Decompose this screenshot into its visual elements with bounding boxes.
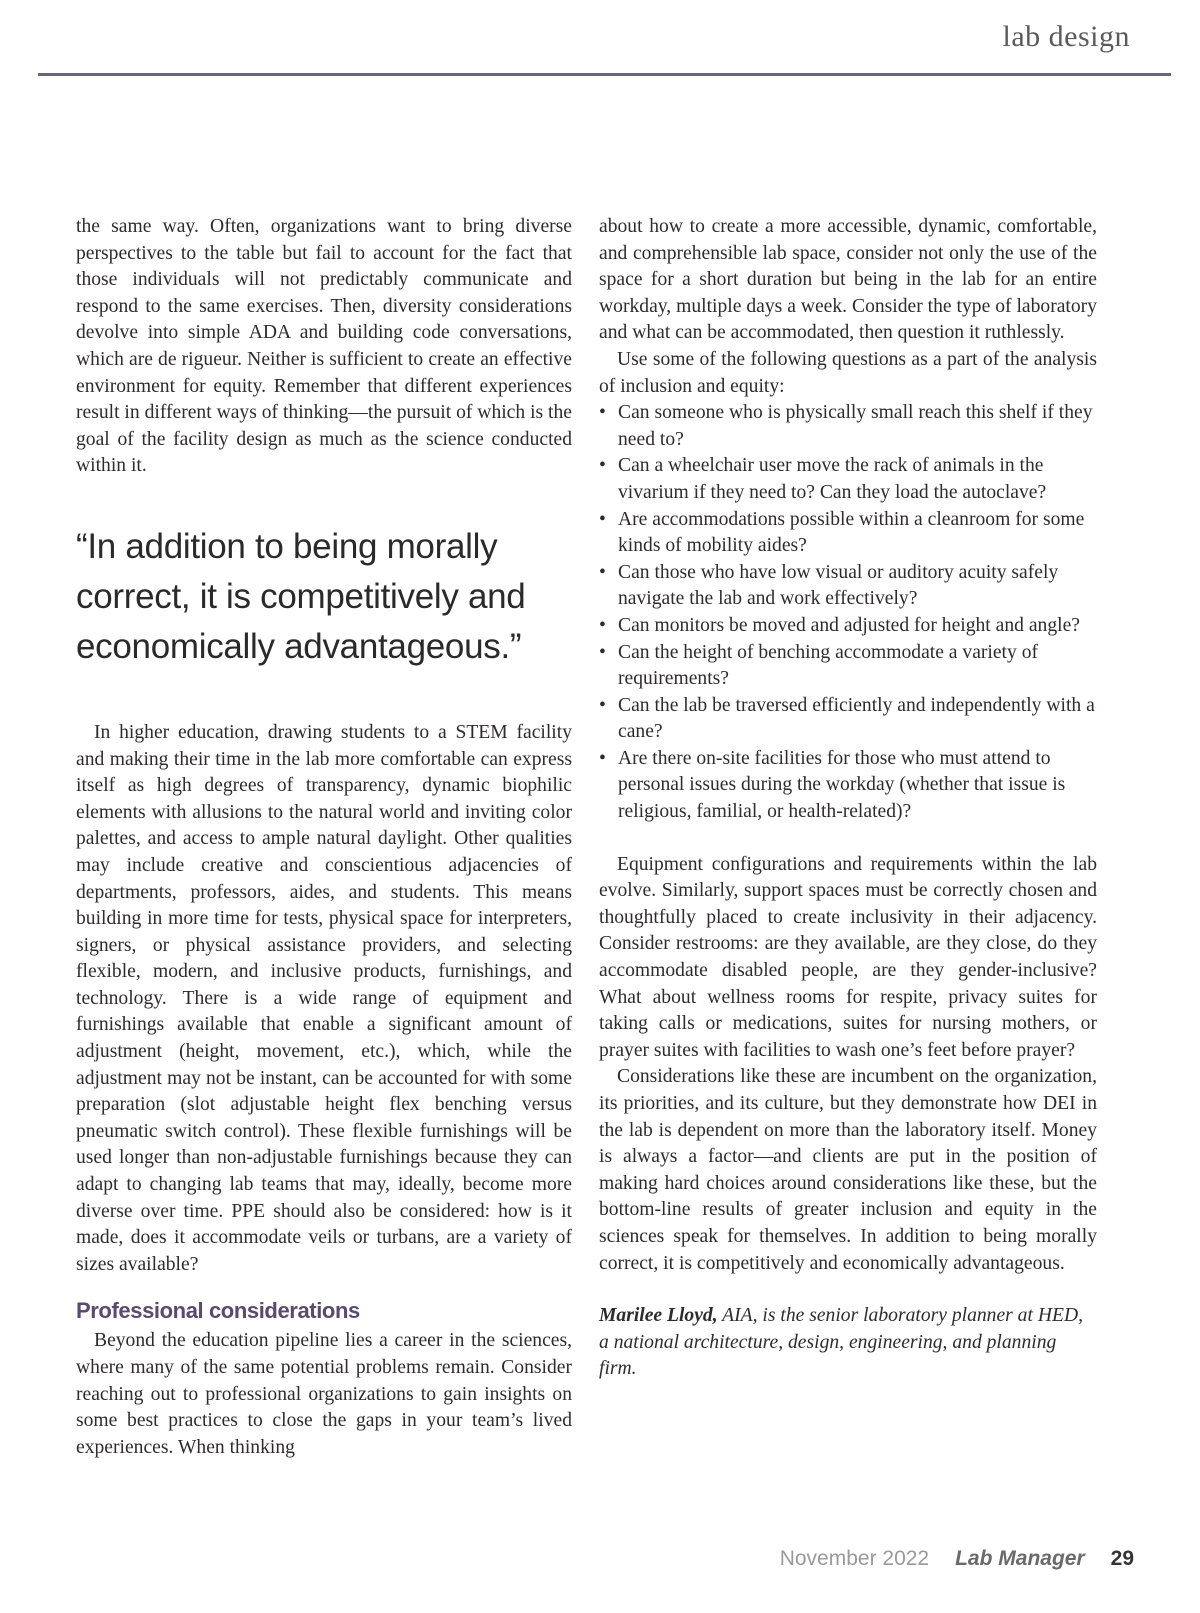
author-bio [599,1303,1097,1383]
magazine-name: Lab Manager [955,1547,1085,1570]
question-text: Can monitors be moved and adjusted for height and angle? [618,614,1080,636]
header-rule [38,73,1171,76]
body-paragraph: the same way. Often, organizations want to bring diverse perspectives to the table but fail to account for the fact that those individuals will not predictably communicate and respond to the same exercises. Then, diversity considerations devolve into simple ADA and building code conversations, which are de rigueur. Neither is sufficient to create an effective environment for equity. Remember that different experiences result in different ways of thinking—the pursuit of which is the goal of the facility design as much as the science conducted within it. [76,216,572,477]
list-item [599,640,1097,693]
issue-date: November 2022 [779,1547,930,1570]
right-column [599,214,1097,1383]
list-item [599,560,1097,613]
spacer [599,826,1097,852]
question-text: Are accommodations possible within a cleanroom for some kinds of mobility aides? [618,508,1085,557]
page-footer [780,1547,1134,1571]
list-item [599,693,1097,746]
section-subhead: Professional considerations [76,1298,360,1324]
bullet-icon: • [599,641,606,663]
bullet-icon: • [599,455,606,477]
author-description: AIA, is the senior laboratory planner at HED, a national architecture, design, engineering, and planning firm. [599,1305,1083,1380]
bullet-icon: • [599,402,606,424]
section-label: lab design [1002,20,1130,53]
question-text: Can someone who is physically small reach this shelf if they need to? [618,402,1093,450]
question-text: Can the height of benching accommodate a variety of requirements? [618,641,1039,690]
bullet-icon: • [599,508,606,530]
list-item [599,507,1097,560]
question-text: Can those who have low visual or auditory acuity safely navigate the lab and work effectively? [618,561,1059,610]
list-item [599,400,1097,453]
bullet-icon: • [599,694,606,716]
question-list [599,400,1097,826]
body-paragraph: Considerations like these are incumbent on the organization, its priorities, and its culture, but they demonstrate how DEI in the lab is dependent on more than the laboratory itself. Money is always a factor—and clients are put in the position of making hard choices around considerations like these, but the bottom-line results of greater inclusion and equity in the sciences speak for themselves. In addition to being morally correct, it is competitively and economically advantageous. [599,1066,1097,1274]
list-intro: Use some of the following questions as a part of the analysis of inclusion and equity: [599,348,1097,397]
author-name: Marilee Lloyd, [599,1305,718,1327]
body-paragraph: In higher education, drawing students to a STEM facility and making their time in the lab more comfortable can express itself as high degrees of transparency, dynamic biophilic elements with allusions to the natural world and inviting color palettes, and access to ample natural daylight. Other qualities may include creative and conscientious adjacencies of departments, professors, aides, and students. This means building in more time for tests, physical space for interpreters, signers, or physical assistance providers, and selecting flexible, modern, and inclusive products, furnishings, and technology. There is a wide range of equipment and furnishings available that enable a significant amount of adjustment (height, movement, etc.), which, while the adjustment may not be instant, can be accounted for with some preparation (slot adjustable height flex benching versus pneumatic switch control). These flexible furnishings will be used longer than non-adjustable furnishings because they can adapt to changing lab teams that may, ideally, become more diverse over time. PPE should also be considered: how is it made, does it accommodate veils or turbans, are a variety of sizes available? [76,721,572,1275]
bullet-icon: • [599,614,606,636]
list-item [599,746,1097,826]
page-number: 29 [1110,1547,1134,1570]
question-text: Can the lab be traversed efficiently and independently with a cane? [618,694,1095,743]
question-text: Are there on-site facilities for those who must attend to personal issues during the workday (whether that issue is religious, familial, or health-related)? [618,747,1066,823]
pull-quote: “In addition to being morally correct, it is competitively and economically advantageous.” [76,526,526,666]
bullet-icon: • [599,561,606,583]
bullet-icon: • [599,747,606,769]
list-item [599,453,1097,506]
body-paragraph: about how to create a more accessible, dynamic, comfortable, and comprehensible lab space, consider not only the use of the space for a short duration but being in the lab for an entire workday, multiple days a week. Consider the type of laboratory and what can be accommodated, then question it ruthlessly. [599,216,1097,344]
left-column [76,214,572,1461]
body-paragraph: Beyond the education pipeline lies a career in the sciences, where many of the same potential problems remain. Consider reaching out to professional organizations to gain insights on some best practices to close the gaps in your team’s lived experiences. When thinking [76,1330,572,1458]
body-paragraph: Equipment configurations and requirements within the lab evolve. Similarly, support spaces must be correctly chosen and thoughtfully placed to create inclusivity in their adjacency. Consider restrooms: are they available, are they close, do they accommodate disabled people, are they gender-inclusive? What about wellness rooms for respite, privacy suites for taking calls or medications, suites for nursing mothers, or prayer suites with facilities to wash one’s feet before prayer? [599,853,1097,1061]
question-text: Can a wheelchair user move the rack of animals in the vivarium if they need to? Can they load the autoclave? [618,455,1047,503]
list-item [599,613,1097,640]
